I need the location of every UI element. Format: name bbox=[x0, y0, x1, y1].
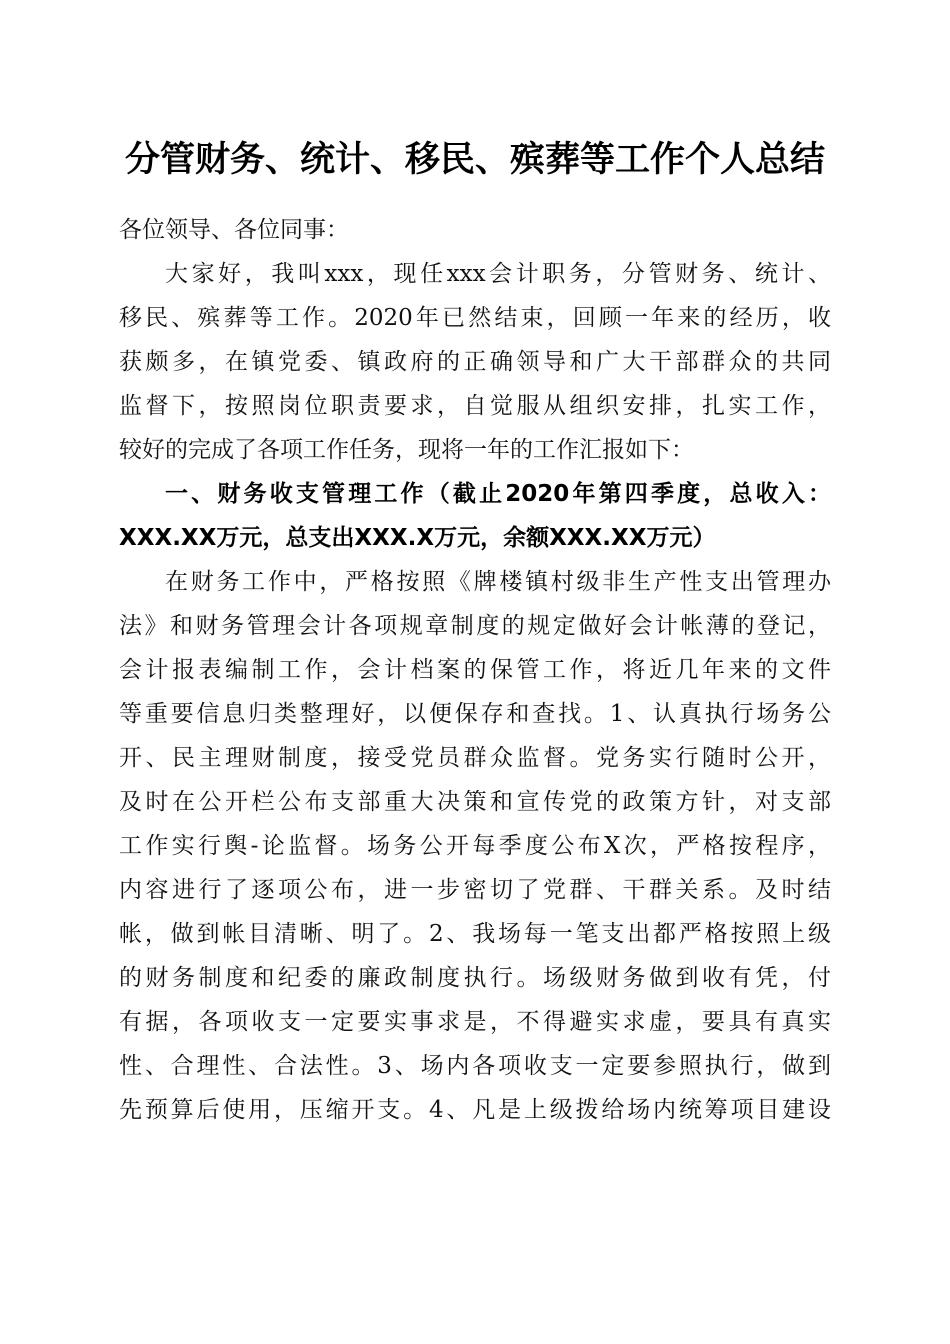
body-line: 的财务制度和纪委的廉政制度执行。场级财务做到收有凭，付 bbox=[119, 965, 831, 991]
body-line: 法》和财务管理会计各项规章制度的规定做好会计帐薄的登记， bbox=[119, 613, 831, 639]
greeting: 各位领导、各位同事： bbox=[119, 217, 349, 243]
intro-line: 移民、殡葬等工作。2020年已然结束，回顾一年来的经历，收 bbox=[119, 305, 831, 331]
body-line: 工作实行舆-论监督。场务公开每季度公布X次，严格按程序， bbox=[119, 833, 831, 859]
intro-line: 较好的完成了各项工作任务，现将一年的工作汇报如下： bbox=[119, 437, 694, 463]
body-line: 内容进行了逐项公布，进一步密切了党群、干群关系。及时结 bbox=[119, 877, 831, 903]
body-line: 先预算后使用，压缩开支。4、凡是上级拨给场内统筹项目建设 bbox=[119, 1097, 831, 1123]
body-line: 及时在公开栏公布支部重大决策和宣传党的政策方针，对支部 bbox=[119, 789, 831, 815]
intro-line: 监督下，按照岗位职责要求，自觉服从组织安排，扎实工作， bbox=[119, 393, 831, 419]
body-line: 在财务工作中，严格按照《牌楼镇村级非生产性支出管理办 bbox=[165, 569, 831, 595]
section-heading bbox=[119, 472, 831, 560]
intro-line: 获颇多，在镇党委、镇政府的正确领导和广大干部群众的共同 bbox=[119, 349, 831, 375]
section-heading-line: 一、财务收支管理工作（截止2020年第四季度，总收入： bbox=[165, 481, 831, 507]
body-line: 有据，各项收支一定要实事求是，不得避实求虚，要具有真实 bbox=[119, 1009, 831, 1035]
document-title: 分管财务、统计、移民、殡葬等工作个人总结 bbox=[124, 139, 825, 180]
section-body-paragraph bbox=[119, 560, 831, 1132]
section-heading-line: XXX.XX万元，总支出XXX.X万元，余额XXX.XX万元） bbox=[119, 525, 716, 551]
body-line: 帐，做到帐目清晰、明了。2、我场每一笔支出都严格按照上级 bbox=[119, 921, 831, 947]
intro-line: 大家好，我叫xxx，现任xxx会计职务，分管财务、统计、 bbox=[165, 261, 831, 287]
body-line: 会计报表编制工作，会计档案的保管工作，将近几年来的文件 bbox=[119, 657, 831, 683]
intro-paragraph bbox=[119, 252, 831, 472]
body-line: 性、合理性、合法性。3、场内各项收支一定要参照执行，做到 bbox=[119, 1053, 831, 1079]
body-line: 开、民主理财制度，接受党员群众监督。党务实行随时公开， bbox=[119, 745, 831, 771]
body-line: 等重要信息归类整理好，以便保存和查找。1、认真执行场务公 bbox=[119, 701, 831, 727]
document-body bbox=[119, 208, 831, 1132]
